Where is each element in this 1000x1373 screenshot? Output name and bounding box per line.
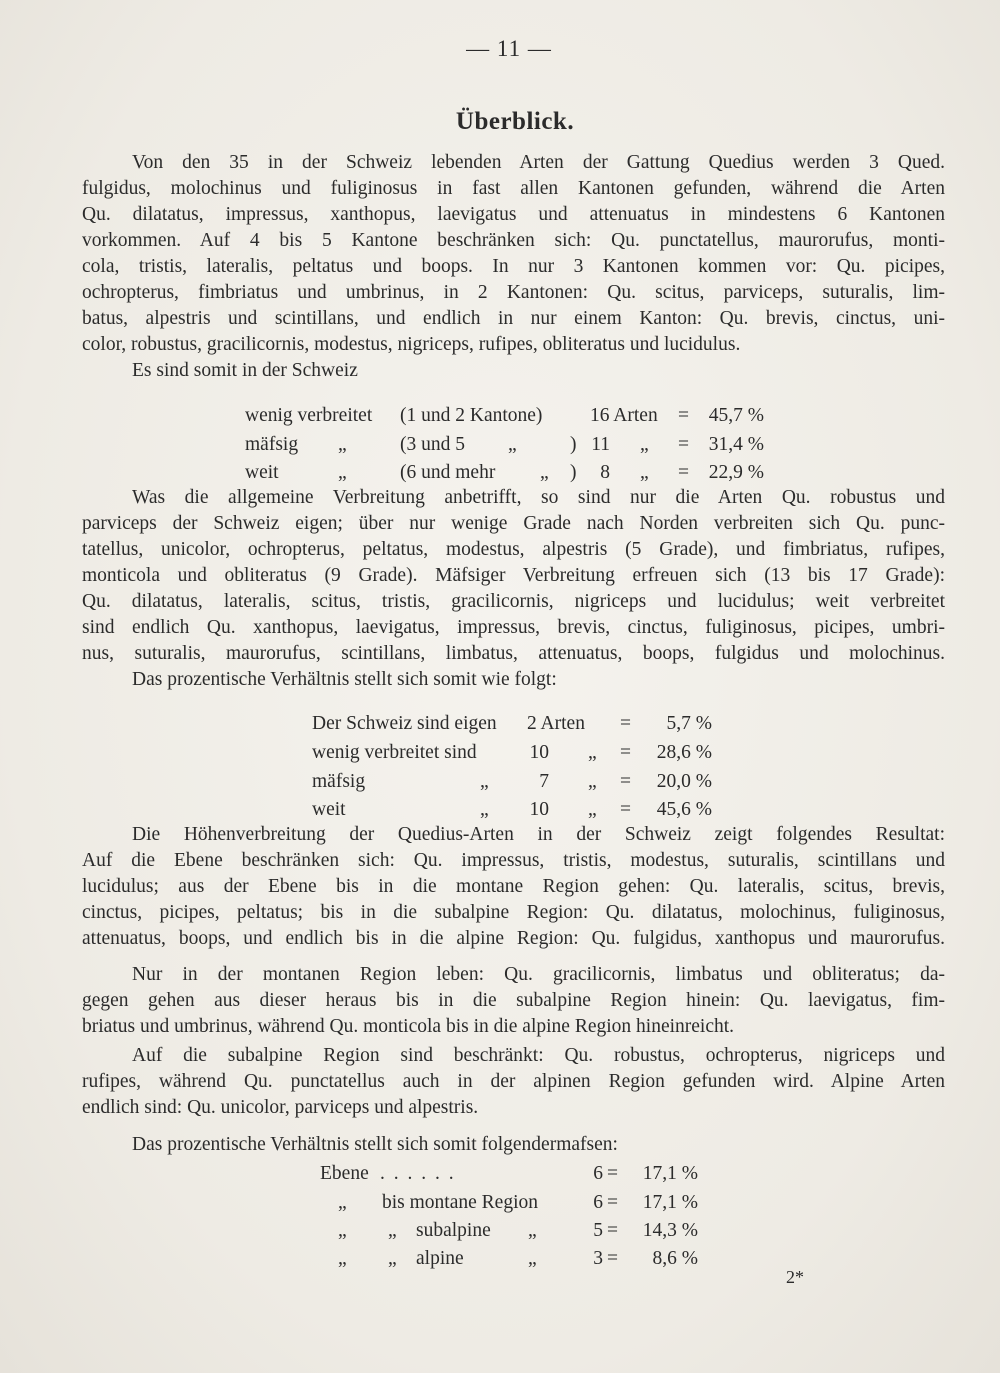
row-count: 6 <box>593 1163 603 1184</box>
ditto-mark: „ <box>338 434 347 455</box>
row-percent: 28,6 % <box>656 742 712 763</box>
equals-sign: = <box>620 742 631 763</box>
text-line: Von den 35 in der Schweiz lebenden Arten der Gattung Quedius werden 3 Qued. <box>132 152 945 173</box>
table-intro: Es sind somit in der Schweiz <box>132 360 358 381</box>
ditto-mark: „ <box>528 1220 537 1241</box>
row-range: (1 und 2 Kantone) <box>400 405 543 426</box>
row-count: 16 Arten <box>590 405 658 426</box>
table-intro-3 <box>82 1132 945 1158</box>
ditto-mark: „ <box>388 1220 397 1241</box>
text-line: batus, alpestris und scintillans, und endlich in nur einem Kanton: Qu. brevis, cinctus, uni- <box>82 308 945 329</box>
row-label: weit <box>245 462 279 483</box>
equals-sign: = <box>620 771 631 792</box>
text-line: vorkommen. Auf 4 bis 5 Kantone beschränken sich: Qu. punctatellus, maurorufus, monti- <box>82 230 945 251</box>
equals-sign: = <box>678 405 689 426</box>
row-count: 7 <box>539 771 549 792</box>
text-line: parviceps der Schweiz eigen; über nur wenige Grade nach Norden verbreiten sich Qu. punc- <box>82 513 945 534</box>
ditto-mark: „ <box>540 462 549 483</box>
text-line: fulgidus, molochinus und fuliginosus in fast allen Kantonen gefunden, während die Arten <box>82 178 945 199</box>
row-range-close: ) <box>570 462 577 483</box>
ditto-mark: „ <box>640 462 649 483</box>
text-line: sind endlich Qu. xanthopus, laevigatus, impressus, brevis, cinctus, fuliginosus, picipes, umbri- <box>82 617 945 638</box>
ditto-mark: „ <box>588 742 597 763</box>
row-label: mäfsig <box>245 434 299 455</box>
text-line: cola, tristis, lateralis, peltatus und boops. In nur 3 Kantonen kommen vor: Qu. picipes, <box>82 256 945 277</box>
ditto-mark: „ <box>508 434 517 455</box>
equals-sign: = <box>678 462 689 483</box>
ditto-mark: „ <box>480 799 489 820</box>
equals-sign: = <box>607 1248 618 1269</box>
leader-dots: . . . . . . <box>380 1163 456 1184</box>
ditto-mark: „ <box>338 462 347 483</box>
ditto-mark: „ <box>338 1192 347 1213</box>
row-percent: 45,6 % <box>656 799 712 820</box>
text-line: ochropterus, fimbriatus und umbrinus, in 2 Kantonen: Qu. scitus, parviceps, suturalis, lim- <box>82 282 945 303</box>
row-range: (3 und 5 <box>400 434 465 455</box>
text-line: Nur in der montanen Region leben: Qu. gracilicornis, limbatus und obliteratus; da- <box>132 964 945 985</box>
row-range-close: ) <box>570 434 577 455</box>
paragraph-3 <box>82 822 945 952</box>
row-percent: 14,3 % <box>642 1220 698 1241</box>
equals-sign: = <box>607 1163 618 1184</box>
row-count: 3 <box>593 1248 603 1269</box>
row-label: bis montane Region <box>382 1192 538 1213</box>
row-label: mäfsig <box>312 771 366 792</box>
row-label: weit <box>312 799 346 820</box>
table-intro: Das prozentische Verhältnis stellt sich somit wie folgt: <box>132 669 557 690</box>
row-count: 10 <box>529 742 549 763</box>
ditto-mark: „ <box>338 1220 347 1241</box>
text-line: gegen gehen aus dieser heraus bis in die subalpine Region hinein: Qu. laevigatus, fim- <box>82 990 945 1011</box>
equals-sign: = <box>607 1192 618 1213</box>
text-line: Was die allgemeine Verbreitung anbetrifft, so sind nur die Arten Qu. robustus und <box>132 487 945 508</box>
row-percent: 22,9 % <box>708 462 764 483</box>
equals-sign: = <box>607 1220 618 1241</box>
row-label: wenig verbreitet <box>245 405 373 426</box>
row-label: Der Schweiz sind eigen <box>312 713 497 734</box>
text-line: Qu. dilatatus, lateralis, scitus, tristis, gracilicornis, nigriceps und lucidulus; weit verbreitet <box>82 591 945 612</box>
ditto-mark: „ <box>588 799 597 820</box>
equals-sign: = <box>620 799 631 820</box>
row-percent: 20,0 % <box>656 771 712 792</box>
text-line: nus, suturalis, maurorufus, scintillans, limbatus, attenuatus, boops, fulgidus und molochinus. <box>82 643 945 664</box>
text-line: Qu. dilatatus, impressus, xanthopus, laevigatus und attenuatus in mindestens 6 Kantonen <box>82 204 945 225</box>
text-line: lucidulus; aus der Ebene bis in die montane Region gehen: Qu. lateralis, scitus, brevis, <box>82 876 945 897</box>
equals-sign: = <box>620 713 631 734</box>
ditto-mark: „ <box>528 1248 537 1269</box>
row-label: subalpine <box>416 1220 491 1241</box>
text-line: Auf die subalpine Region sind beschränkt: Qu. robustus, ochropterus, nigriceps und <box>132 1045 945 1066</box>
text-line: color, robustus, gracilicornis, modestus, nigriceps, rufipes, obliteratus und lucidulus. <box>82 334 741 355</box>
ditto-mark: „ <box>640 434 649 455</box>
text-line: cinctus, picipes, peltatus; bis in die subalpine Region: Qu. dilatatus, molochinus, fuliginosus, <box>82 902 945 923</box>
row-count: 11 <box>591 434 610 455</box>
paragraph-2 <box>82 485 945 693</box>
text-line: attenuatus, boops, und endlich bis in die alpine Region: Qu. fulgidus, xanthopus und maurorufus. <box>82 928 945 949</box>
text-line: monticola und obliteratus (9 Grade). Mäfsiger Verbreitung erfreuen sich (13 bis 17 Grade): <box>82 565 945 586</box>
page-number: — 11 — <box>466 36 552 61</box>
row-percent: 5,7 % <box>666 713 712 734</box>
ditto-mark: „ <box>338 1248 347 1269</box>
row-count: 6 <box>593 1192 603 1213</box>
signature-mark: 2* <box>786 1267 804 1287</box>
text-line: endlich sind: Qu. unicolor, parviceps und alpestris. <box>82 1097 479 1118</box>
table-intro: Das prozentische Verhältnis stellt sich somit folgendermafsen: <box>132 1134 618 1155</box>
row-range: (6 und mehr <box>400 462 496 483</box>
row-label: Ebene <box>320 1163 369 1184</box>
ditto-mark: „ <box>588 771 597 792</box>
paragraph-4 <box>82 962 945 1040</box>
text-line: rufipes, während Qu. punctatellus auch in der alpinen Region gefunden wird. Alpine Arten <box>82 1071 945 1092</box>
row-count: 2 Arten <box>527 713 585 734</box>
text-line: Die Höhenverbreitung der Quedius-Arten in der Schweiz zeigt folgendes Resultat: <box>132 824 945 845</box>
row-label: alpine <box>416 1248 464 1269</box>
paragraph-5 <box>82 1043 945 1121</box>
row-label: wenig verbreitet sind <box>312 742 477 763</box>
text-line: Auf die Ebene beschränken sich: Qu. impressus, tristis, modestus, suturalis, scintillans und <box>82 850 945 871</box>
ditto-mark: „ <box>388 1248 397 1269</box>
row-percent: 45,7 % <box>708 405 764 426</box>
text-line: briatus und umbrinus, während Qu. monticola bis in die alpine Region hineinreicht. <box>82 1016 735 1037</box>
row-percent: 8,6 % <box>652 1248 698 1269</box>
row-count: 5 <box>593 1220 603 1241</box>
row-percent: 17,1 % <box>642 1163 698 1184</box>
equals-sign: = <box>678 434 689 455</box>
section-title: Überblick. <box>455 108 575 135</box>
ditto-mark: „ <box>480 771 489 792</box>
row-percent: 17,1 % <box>642 1192 698 1213</box>
paragraph-1 <box>82 150 945 384</box>
row-count: 8 <box>600 462 610 483</box>
row-count: 10 <box>529 799 549 820</box>
row-percent: 31,4 % <box>708 434 764 455</box>
text-line: tatellus, unicolor, ochropterus, peltatus, modestus, alpestris (5 Grade), und fimbriatus, rufipes, <box>82 539 945 560</box>
